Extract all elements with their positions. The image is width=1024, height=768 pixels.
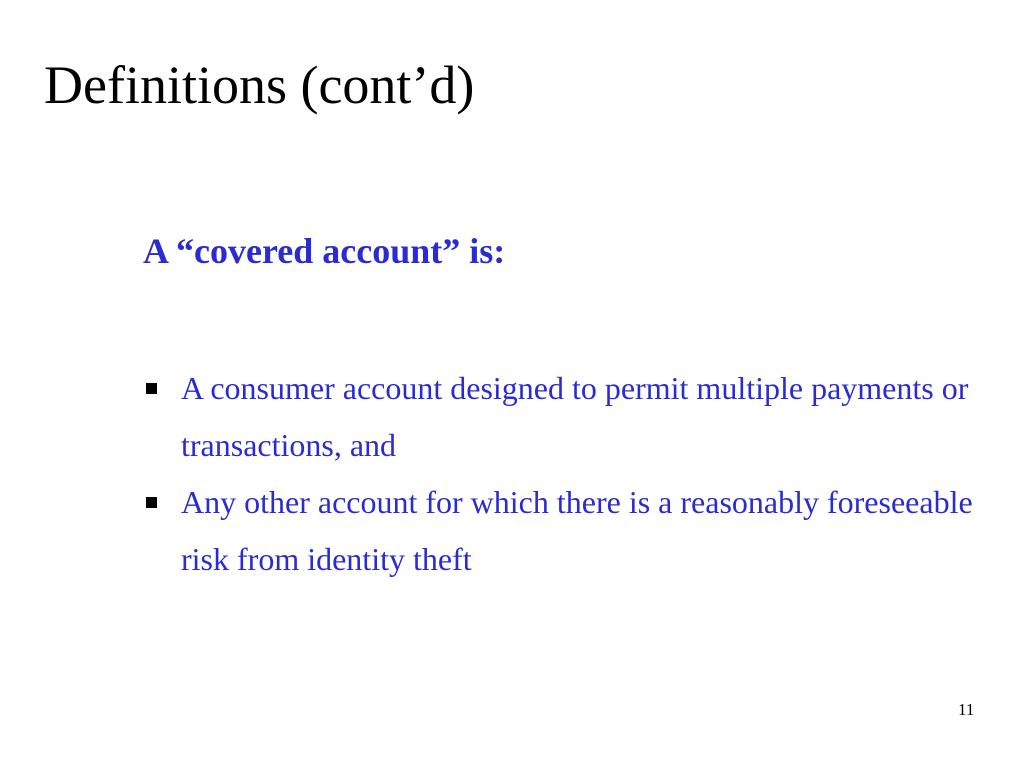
bullet-text: A consumer account designed to permit multiple payments or transactions, and bbox=[181, 370, 969, 463]
slide-page-number: 11 bbox=[958, 700, 975, 719]
square-bullet-icon bbox=[146, 497, 157, 508]
square-bullet-icon bbox=[146, 383, 157, 394]
covered-account-heading: A “covered account” is: bbox=[143, 231, 506, 271]
bullet-item bbox=[143, 360, 993, 474]
bullet-item bbox=[143, 474, 993, 588]
definition-bullet-list bbox=[143, 360, 993, 588]
bullet-text: Any other account for which there is a reasonably foreseeable risk from identity theft bbox=[181, 484, 973, 577]
slide-title: Definitions (cont’d) bbox=[44, 55, 475, 115]
